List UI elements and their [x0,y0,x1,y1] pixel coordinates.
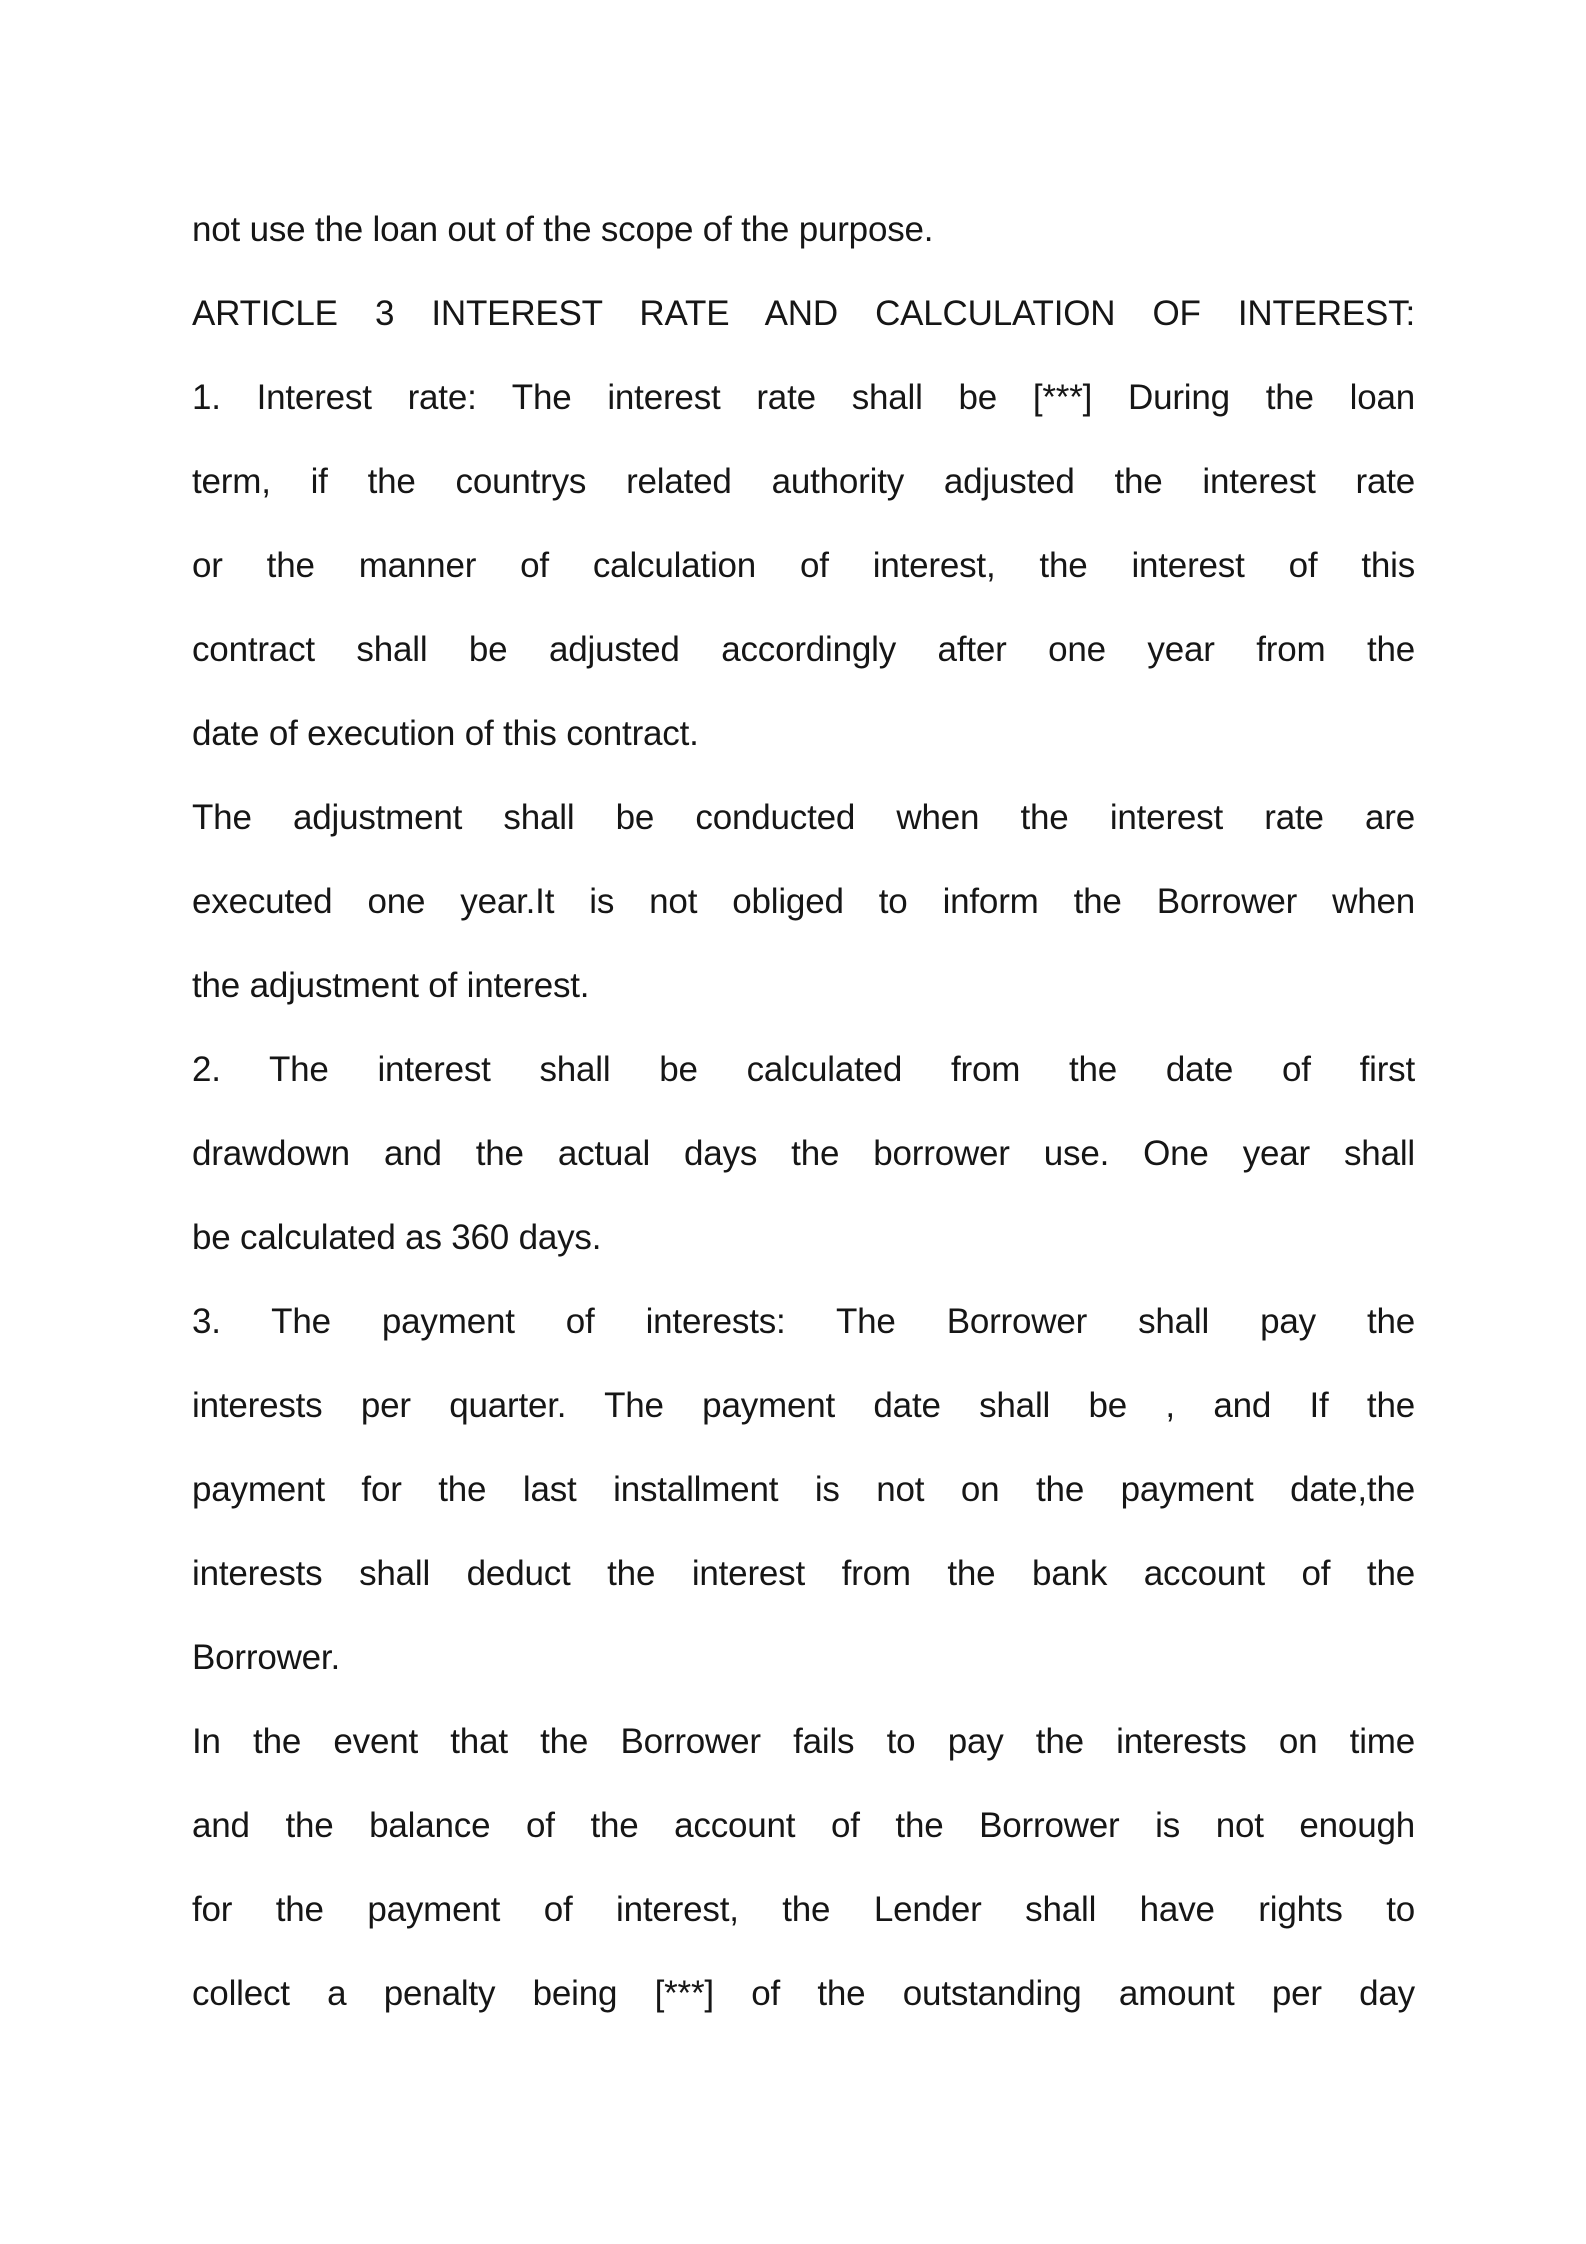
text-line: The adjustment shall be conducted when the interest rate are [192,798,1415,837]
text-line: In the event that the Borrower fails to pay the interests on time [192,1722,1415,1761]
paragraph [192,356,1415,776]
paragraph [192,188,1415,272]
text-line: not use the loan out of the scope of the purpose. [192,210,934,249]
text-line: 2. The interest shall be calculated from the date of first [192,1050,1415,1089]
heading-line: ARTICLE 3 INTEREST RATE AND CALCULATION OF INTEREST: [192,294,1415,333]
text-line: and the balance of the account of the Borrower is not enough [192,1806,1415,1845]
text-line: 3. The payment of interests: The Borrower shall pay the [192,1302,1415,1341]
text-line: for the payment of interest, the Lender shall have rights to [192,1890,1415,1929]
text-line: the adjustment of interest. [192,966,590,1005]
text-line: interests shall deduct the interest from the bank account of the [192,1554,1415,1593]
text-line: date of execution of this contract. [192,714,699,753]
article-heading [192,272,1415,356]
text-line: contract shall be adjusted accordingly after one year from the [192,630,1415,669]
text-line: executed one year.It is not obliged to inform the Borrower when [192,882,1415,921]
text-block [192,188,1415,2036]
paragraph [192,1280,1415,1700]
text-line: be calculated as 360 days. [192,1218,602,1257]
text-line: payment for the last installment is not on the payment date,the [192,1470,1415,1509]
paragraph [192,776,1415,1028]
paragraph [192,1028,1415,1280]
text-line: or the manner of calculation of interest, the interest of this [192,546,1415,585]
text-line: interests per quarter. The payment date shall be , and If the [192,1386,1415,1425]
text-line: term, if the countrys related authority adjusted the interest rate [192,462,1415,501]
text-line: Borrower. [192,1638,340,1677]
text-line: drawdown and the actual days the borrower use. One year shall [192,1134,1415,1173]
paragraph [192,1700,1415,2036]
text-line: collect a penalty being [***] of the outstanding amount per day [192,1974,1415,2013]
text-line: 1. Interest rate: The interest rate shall be [***] During the loan [192,378,1415,417]
